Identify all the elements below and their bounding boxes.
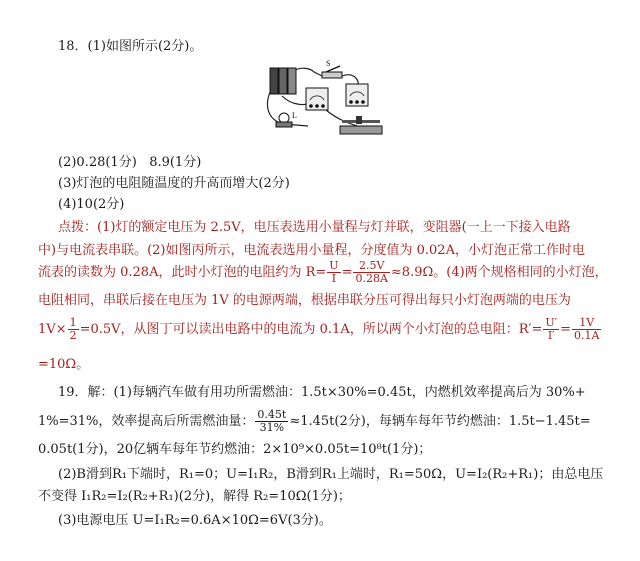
equals-sign: = (341, 265, 353, 280)
q18-heading: 18．(1)如图所示(2分)。 (58, 39, 203, 54)
fraction-denominator: 2 (69, 329, 77, 342)
fraction-denominator: I′ (547, 329, 555, 342)
q19-line-2 (38, 409, 591, 434)
rheostat-icon (340, 116, 382, 134)
hint-line-3 (38, 260, 608, 285)
fraction-numerator: 2.5V (353, 260, 389, 273)
hint-line-3-text-a: 流表的读数为 0.28A，此时小灯泡的电阻约为 R= (38, 265, 327, 280)
hint-line-3-text-b: ≈8.9Ω。(4)两个规格相同的小灯泡， (390, 265, 608, 280)
q19-line-4: (2)B滑到R₁下端时，R₁=0；U=I₁R₂，B滑到R₁上端时，R₁=50Ω，U=I₂(R₂+R₁)；由总电压 (58, 467, 604, 482)
fraction-voltage-over-current (353, 260, 389, 285)
hint-line-5 (38, 317, 602, 342)
hint-line-4: 电阻相同，串联后接在电压为 1V 的电源两端，根据串联分压可得出每只小灯泡两端的电压为 (38, 293, 571, 308)
fraction-denominator: 0.28A (355, 272, 388, 285)
voltmeter-icon (306, 88, 328, 110)
fraction-denominator: I (331, 272, 337, 285)
fraction-numerator: U (329, 259, 339, 272)
q19-line-2-text-a: 1%=31%，效率提高后所需燃油量： (38, 414, 255, 429)
fraction-numerator: 1 (69, 316, 77, 329)
lamp-icon (276, 113, 292, 127)
equals-sign: = (560, 322, 572, 337)
hint-line-5-text-b: =0.5V，从图丁可以读出电路中的电流为 0.1A，所以两个小灯泡的总电阻：R′= (79, 322, 543, 337)
answer-2-resistance: 8.9(1分) (149, 155, 202, 170)
q18-answer-4: (4)10(2分) (58, 197, 125, 212)
q19-line-2-text-b: ≈1.45t(2分)，每辆车每年节约燃油：1.5t−1.45t= (289, 414, 591, 429)
hint-line-2: 中)与电流表串联。(2)如图丙所示，电流表选用小量程，分度值为 0.02A，小灯泡正常工作时电 (38, 243, 585, 258)
switch-label: S (326, 59, 331, 68)
fraction-denominator: 0.1A (574, 329, 600, 342)
q18-answer-2 (58, 154, 201, 171)
fraction-1v-over-01a (572, 317, 601, 342)
fraction-numerator: 1V (572, 317, 601, 330)
q18-answer-3: (3)灯泡的电阻随温度的升高而增大(2分) (58, 176, 290, 191)
q19-line-1: 19．解：(1)每辆汽车做有用功所需燃油：1.5t×30%=0.45t，内燃机效率提高后为 30%+ (58, 385, 586, 400)
ammeter-icon (346, 84, 368, 106)
circuit-diagram (262, 58, 386, 142)
q19-line-6: (3)电源电压 U=I₁R₂=0.6A×10Ω=6V(3分)。 (58, 513, 332, 528)
q19-line-5: 不变得 I₁R₂=I₂(R₂+R₁)(2分)，解得 R₂=10Ω(1分)； (38, 489, 351, 504)
fraction-numerator: 0.45t (257, 408, 287, 421)
hint-line-1: 点拨：(1)灯的额定电压为 2.5V，电压表选用小量程与灯并联，变阻器(一上一下接入电路 (58, 220, 571, 235)
fraction-numerator: U′ (545, 316, 558, 329)
battery-icon (270, 68, 296, 94)
hint-line-6: =10Ω。 (38, 357, 90, 372)
switch-icon (322, 66, 342, 78)
fraction-u-over-i (327, 260, 340, 285)
fraction-u-prime-over-i-prime (543, 317, 559, 342)
fraction-fuel-over-efficiency (255, 409, 288, 434)
fraction-one-half (68, 317, 79, 342)
q19-line-3: 0.05t(1分)，20亿辆车每年节约燃油：2×10⁹×0.05t=10⁸t(1分)； (38, 442, 432, 457)
fraction-denominator: 31% (259, 421, 285, 434)
answer-2-current: (2)0.28(1分) (58, 155, 137, 170)
lamp-label: L (292, 111, 297, 120)
hint-line-5-text-a: 1V× (38, 322, 67, 337)
